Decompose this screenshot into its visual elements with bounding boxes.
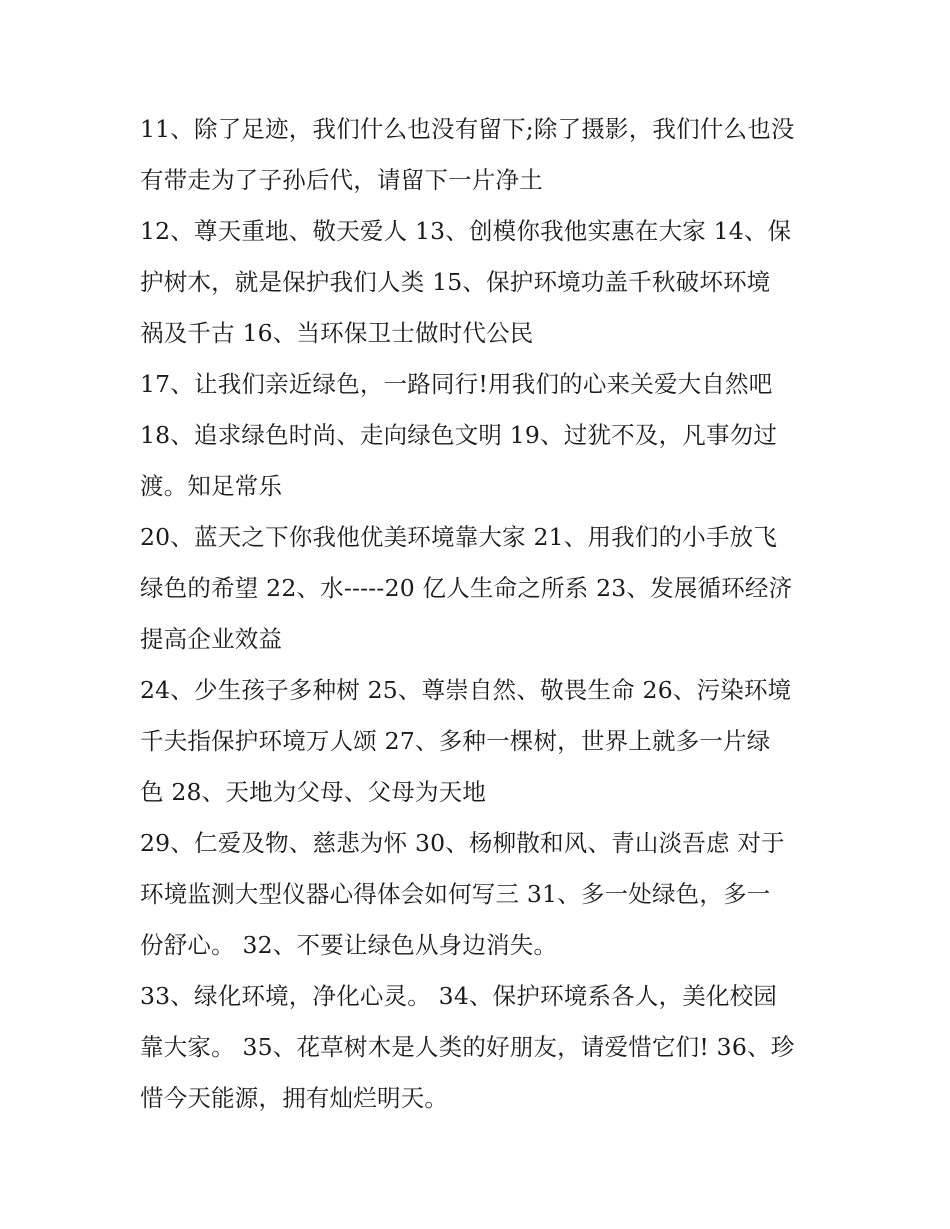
text-line: 护树木，就是保护我们人类 15、保护环境功盖千秋破坏环境 xyxy=(140,268,771,296)
text-line: 33、绿化环境，净化心灵。 34、保护环境系各人，美化校园 xyxy=(140,982,778,1010)
text-line: 环境监测大型仪器心得体会如何写三 31、多一处绿色，多一 xyxy=(140,880,771,908)
text-line: 29、仁爱及物、慈悲为怀 30、杨柳散和风、青山淡吾虑 对于 xyxy=(140,829,785,857)
text-line: 绿色的希望 22、水-----20 亿人生命之所系 23、发展循环经济 xyxy=(140,574,793,602)
text-line: 千夫指保护环境万人颂 27、多种一棵树，世界上就多一片绿 xyxy=(140,727,771,755)
text-line: 11、除了足迹，我们什么也没有留下;除了摄影，我们什么也没 xyxy=(140,115,795,143)
text-line: 祸及千古 16、当环保卫士做时代公民 xyxy=(140,319,534,347)
text-line: 18、追求绿色时尚、走向绿色文明 19、过犹不及，凡事勿过 xyxy=(140,421,778,449)
text-line: 17、让我们亲近绿色，一路同行!用我们的心来关爱大自然吧 xyxy=(140,370,773,398)
text-line: 24、少生孩子多种树 25、尊崇自然、敬畏生命 26、污染环境 xyxy=(140,676,792,704)
text-line: 渡。知足常乐 xyxy=(140,472,283,500)
document-body xyxy=(140,104,820,1124)
text-line: 12、尊天重地、敬天爱人 13、创模你我他实惠在大家 14、保 xyxy=(140,217,792,245)
text-line: 色 28、天地为父母、父母为天地 xyxy=(140,778,487,806)
text-line: 份舒心。 32、不要让绿色从身边消失。 xyxy=(140,931,558,959)
text-line: 惜今天能源，拥有灿烂明天。 xyxy=(140,1084,449,1112)
text-line: 有带走为了子孙后代，请留下一片净土 xyxy=(140,166,543,194)
text-line: 提高企业效益 xyxy=(140,625,283,653)
text-line: 20、蓝天之下你我他优美环境靠大家 21、用我们的小手放飞 xyxy=(140,523,778,551)
text-line: 靠大家。 35、花草树木是人类的好朋友，请爱惜它们! 36、珍 xyxy=(140,1033,795,1061)
